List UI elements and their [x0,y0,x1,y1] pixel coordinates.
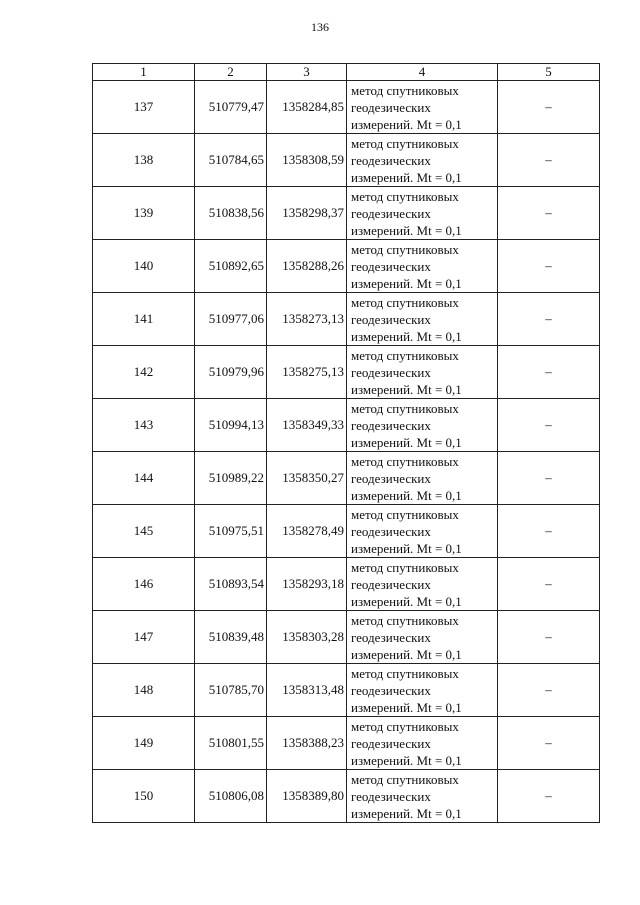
method-text-line: геодезических [351,788,431,804]
note-cell: – [498,240,600,293]
x-coordinate-cell: 510994,13 [195,399,267,452]
y-coordinate-cell: 1358303,28 [267,611,347,664]
point-number-cell: 148 [93,664,195,717]
note-cell: – [498,664,600,717]
x-coordinate-cell: 510801,55 [195,717,267,770]
column-header: 2 [195,64,267,81]
x-coordinate-cell: 510785,70 [195,664,267,717]
method-text-line: измерений. Mt = 0,1 [351,646,462,662]
method-text-line: геодезических [351,311,431,327]
method-text-line: геодезических [351,629,431,645]
point-number-cell: 145 [93,505,195,558]
method-text-line: метод спутниковых [351,400,459,416]
column-header: 1 [93,64,195,81]
method-text-line: измерений. Mt = 0,1 [351,381,462,397]
y-coordinate-cell: 1358288,26 [267,240,347,293]
method-cell [347,81,498,134]
method-cell [347,452,498,505]
note-cell: – [498,558,600,611]
method-text-line: метод спутниковых [351,82,459,98]
x-coordinate-cell: 510989,22 [195,452,267,505]
point-number-cell: 143 [93,399,195,452]
y-coordinate-cell: 1358350,27 [267,452,347,505]
header-row [93,64,600,81]
method-text-line: измерений. Mt = 0,1 [351,593,462,609]
point-number-cell: 147 [93,611,195,664]
method-text-line: метод спутниковых [351,665,459,681]
x-coordinate-cell: 510893,54 [195,558,267,611]
note-cell: – [498,293,600,346]
method-cell [347,717,498,770]
note-cell: – [498,505,600,558]
table-row [93,240,600,293]
x-coordinate-cell: 510977,06 [195,293,267,346]
note-cell: – [498,452,600,505]
table-body [93,81,600,823]
method-text-line: измерений. Mt = 0,1 [351,487,462,503]
method-text-line: метод спутниковых [351,294,459,310]
y-coordinate-cell: 1358349,33 [267,399,347,452]
x-coordinate-cell: 510892,65 [195,240,267,293]
method-text-line: геодезических [351,735,431,751]
method-text-line: измерений. Mt = 0,1 [351,169,462,185]
point-number-cell: 146 [93,558,195,611]
y-coordinate-cell: 1358389,80 [267,770,347,823]
method-text-line: геодезических [351,470,431,486]
method-text-line: измерений. Mt = 0,1 [351,116,462,132]
method-text-line: геодезических [351,258,431,274]
table-row [93,187,600,240]
y-coordinate-cell: 1358293,18 [267,558,347,611]
point-number-cell: 140 [93,240,195,293]
note-cell: – [498,134,600,187]
point-number-cell: 139 [93,187,195,240]
point-number-cell: 142 [93,346,195,399]
method-cell [347,293,498,346]
method-text-line: метод спутниковых [351,453,459,469]
y-coordinate-cell: 1358275,13 [267,346,347,399]
method-cell [347,399,498,452]
point-number-cell: 138 [93,134,195,187]
x-coordinate-cell: 510979,96 [195,346,267,399]
x-coordinate-cell: 510806,08 [195,770,267,823]
method-cell [347,240,498,293]
y-coordinate-cell: 1358284,85 [267,81,347,134]
method-text-line: метод спутниковых [351,559,459,575]
x-coordinate-cell: 510779,47 [195,81,267,134]
y-coordinate-cell: 1358278,49 [267,505,347,558]
table-row [93,611,600,664]
method-cell [347,664,498,717]
point-number-cell: 150 [93,770,195,823]
note-cell: – [498,81,600,134]
y-coordinate-cell: 1358313,48 [267,664,347,717]
method-text-line: метод спутниковых [351,718,459,734]
y-coordinate-cell: 1358308,59 [267,134,347,187]
table-row [93,505,600,558]
column-header: 4 [347,64,498,81]
method-text-line: геодезических [351,364,431,380]
method-text-line: измерений. Mt = 0,1 [351,540,462,556]
method-text-line: метод спутниковых [351,347,459,363]
note-cell: – [498,611,600,664]
table-row [93,664,600,717]
method-text-line: геодезических [351,205,431,221]
x-coordinate-cell: 510975,51 [195,505,267,558]
method-text-line: геодезических [351,417,431,433]
y-coordinate-cell: 1358273,13 [267,293,347,346]
table-row [93,81,600,134]
method-cell [347,134,498,187]
method-text-line: метод спутниковых [351,771,459,787]
method-text-line: геодезических [351,682,431,698]
table-row [93,293,600,346]
method-cell [347,558,498,611]
method-text-line: измерений. Mt = 0,1 [351,222,462,238]
table-row [93,770,600,823]
point-number-cell: 144 [93,452,195,505]
x-coordinate-cell: 510839,48 [195,611,267,664]
point-number-cell: 141 [93,293,195,346]
method-cell [347,770,498,823]
note-cell: – [498,770,600,823]
table-row [93,558,600,611]
method-text-line: метод спутниковых [351,612,459,628]
point-number-cell: 137 [93,81,195,134]
method-text-line: измерений. Mt = 0,1 [351,434,462,450]
table-row [93,717,600,770]
note-cell: – [498,399,600,452]
y-coordinate-cell: 1358298,37 [267,187,347,240]
note-cell: – [498,187,600,240]
y-coordinate-cell: 1358388,23 [267,717,347,770]
note-cell: – [498,717,600,770]
method-text-line: геодезических [351,99,431,115]
method-text-line: измерений. Mt = 0,1 [351,275,462,291]
table-row [93,134,600,187]
column-header: 5 [498,64,600,81]
table-row [93,452,600,505]
method-text-line: метод спутниковых [351,506,459,522]
note-cell: – [498,346,600,399]
method-text-line: измерений. Mt = 0,1 [351,328,462,344]
point-number-cell: 149 [93,717,195,770]
method-text-line: геодезических [351,523,431,539]
x-coordinate-cell: 510838,56 [195,187,267,240]
method-cell [347,611,498,664]
column-header: 3 [267,64,347,81]
method-text-line: геодезических [351,152,431,168]
method-cell [347,346,498,399]
method-text-line: метод спутниковых [351,241,459,257]
method-text-line: измерений. Mt = 0,1 [351,699,462,715]
page-number: 136 [311,20,329,34]
method-text-line: метод спутниковых [351,135,459,151]
table-row [93,399,600,452]
method-text-line: метод спутниковых [351,188,459,204]
coordinates-table [92,63,600,823]
method-text-line: измерений. Mt = 0,1 [351,805,462,821]
method-text-line: геодезических [351,576,431,592]
method-cell [347,187,498,240]
x-coordinate-cell: 510784,65 [195,134,267,187]
method-cell [347,505,498,558]
method-text-line: измерений. Mt = 0,1 [351,752,462,768]
table-row [93,346,600,399]
